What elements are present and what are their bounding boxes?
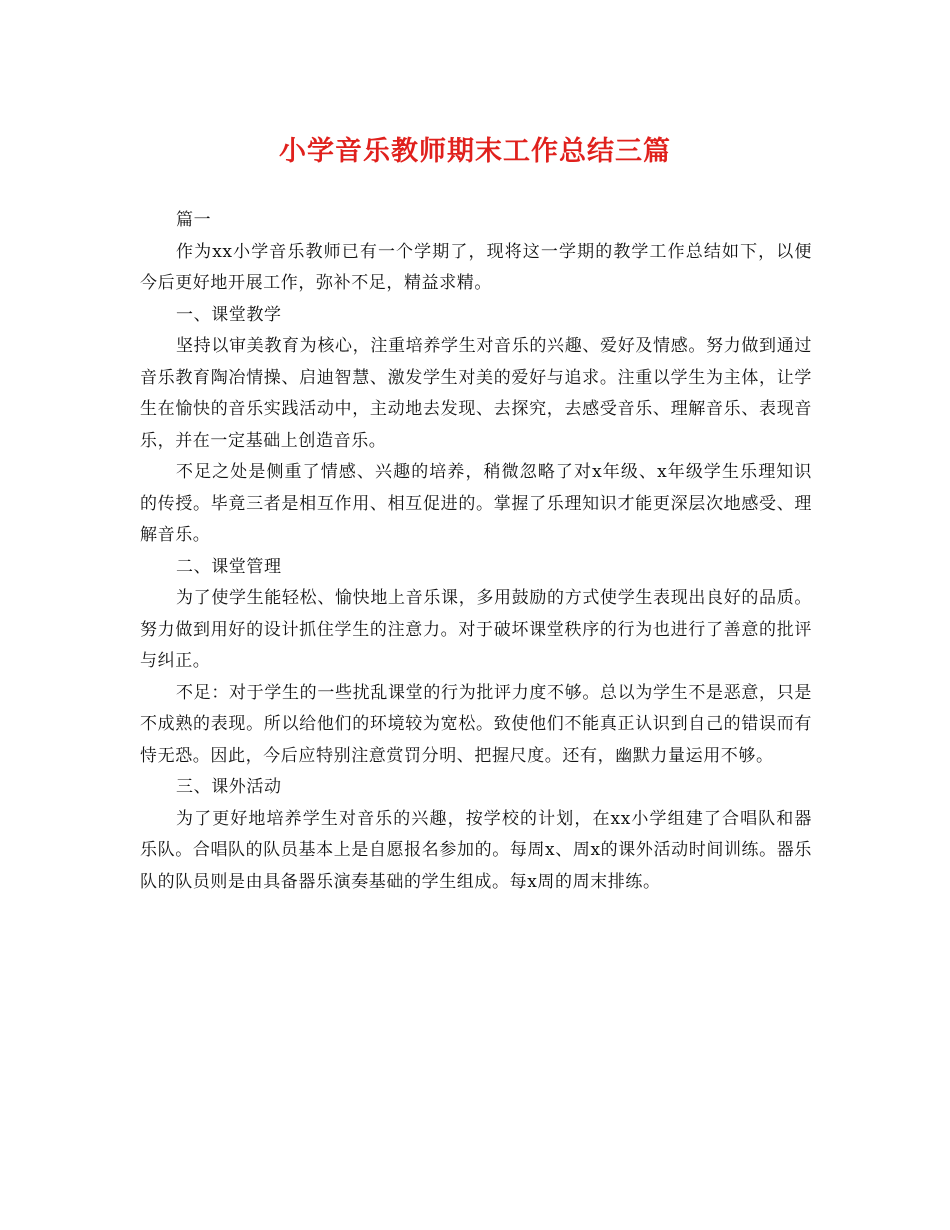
intro-paragraph: 作为xx小学音乐教师已有一个学期了，现将这一学期的教学工作总结如下，以便今后更好地开展工作，弥补不足，精益求精。 — [140, 241, 812, 293]
document-title: 小学音乐教师期末工作总结三篇 — [279, 136, 671, 167]
document-body — [140, 205, 812, 898]
paragraph-management-shortcomings: 不足：对于学生的一些扰乱课堂的行为批评力度不够。总以为学生不是恶意，只是不成熟的表现。所以给他们的环境较为宽松。致使他们不能真正认识到自己的错误而有恃无恐。因此，今后应特别注意赏罚分明、把握尺度。还有，幽默力量运用不够。 — [140, 682, 812, 766]
heading-extracurricular-activities: 三、课外活动 — [176, 777, 282, 797]
paragraph-teaching-approach: 坚持以审美教育为核心，注重培养学生对音乐的兴趣、爱好及情感。努力做到通过音乐教育陶冶情操、启迪智慧、激发学生对美的爱好与追求。注重以学生为主体，让学生在愉快的音乐实践活动中，主动地去发现、去探究，去感受音乐、理解音乐、表现音乐，并在一定基础上创造音乐。 — [140, 336, 812, 451]
heading-classroom-management: 二、课堂管理 — [176, 556, 282, 577]
paragraph-extracurricular: 为了更好地培养学生对音乐的兴趣，按学校的计划，在xx小学组建了合唱队和器乐队。合唱队的队员基本上是自愿报名参加的。每周x、周x的课外活动时间训练。器乐队的队员则是由具备器乐演奏基础的学生组成。每x周的周末排练。 — [140, 808, 812, 892]
paragraph-teaching-shortcomings: 不足之处是侧重了情感、兴趣的培养，稍微忽略了对x年级、x年级学生乐理知识的传授。毕竟三者是相互作用、相互促进的。掌握了乐理知识才能更深层次地感受、理解音乐。 — [140, 462, 812, 545]
section-label-part-one: 篇一 — [176, 210, 212, 230]
paragraph-management-approach: 为了使学生能轻松、愉快地上音乐课，多用鼓励的方式使学生表现出良好的品质。努力做到用好的设计抓住学生的注意力。对于破坏课堂秩序的行为也进行了善意的批评与纠正。 — [140, 588, 812, 671]
heading-classroom-teaching: 一、课堂教学 — [176, 304, 282, 325]
